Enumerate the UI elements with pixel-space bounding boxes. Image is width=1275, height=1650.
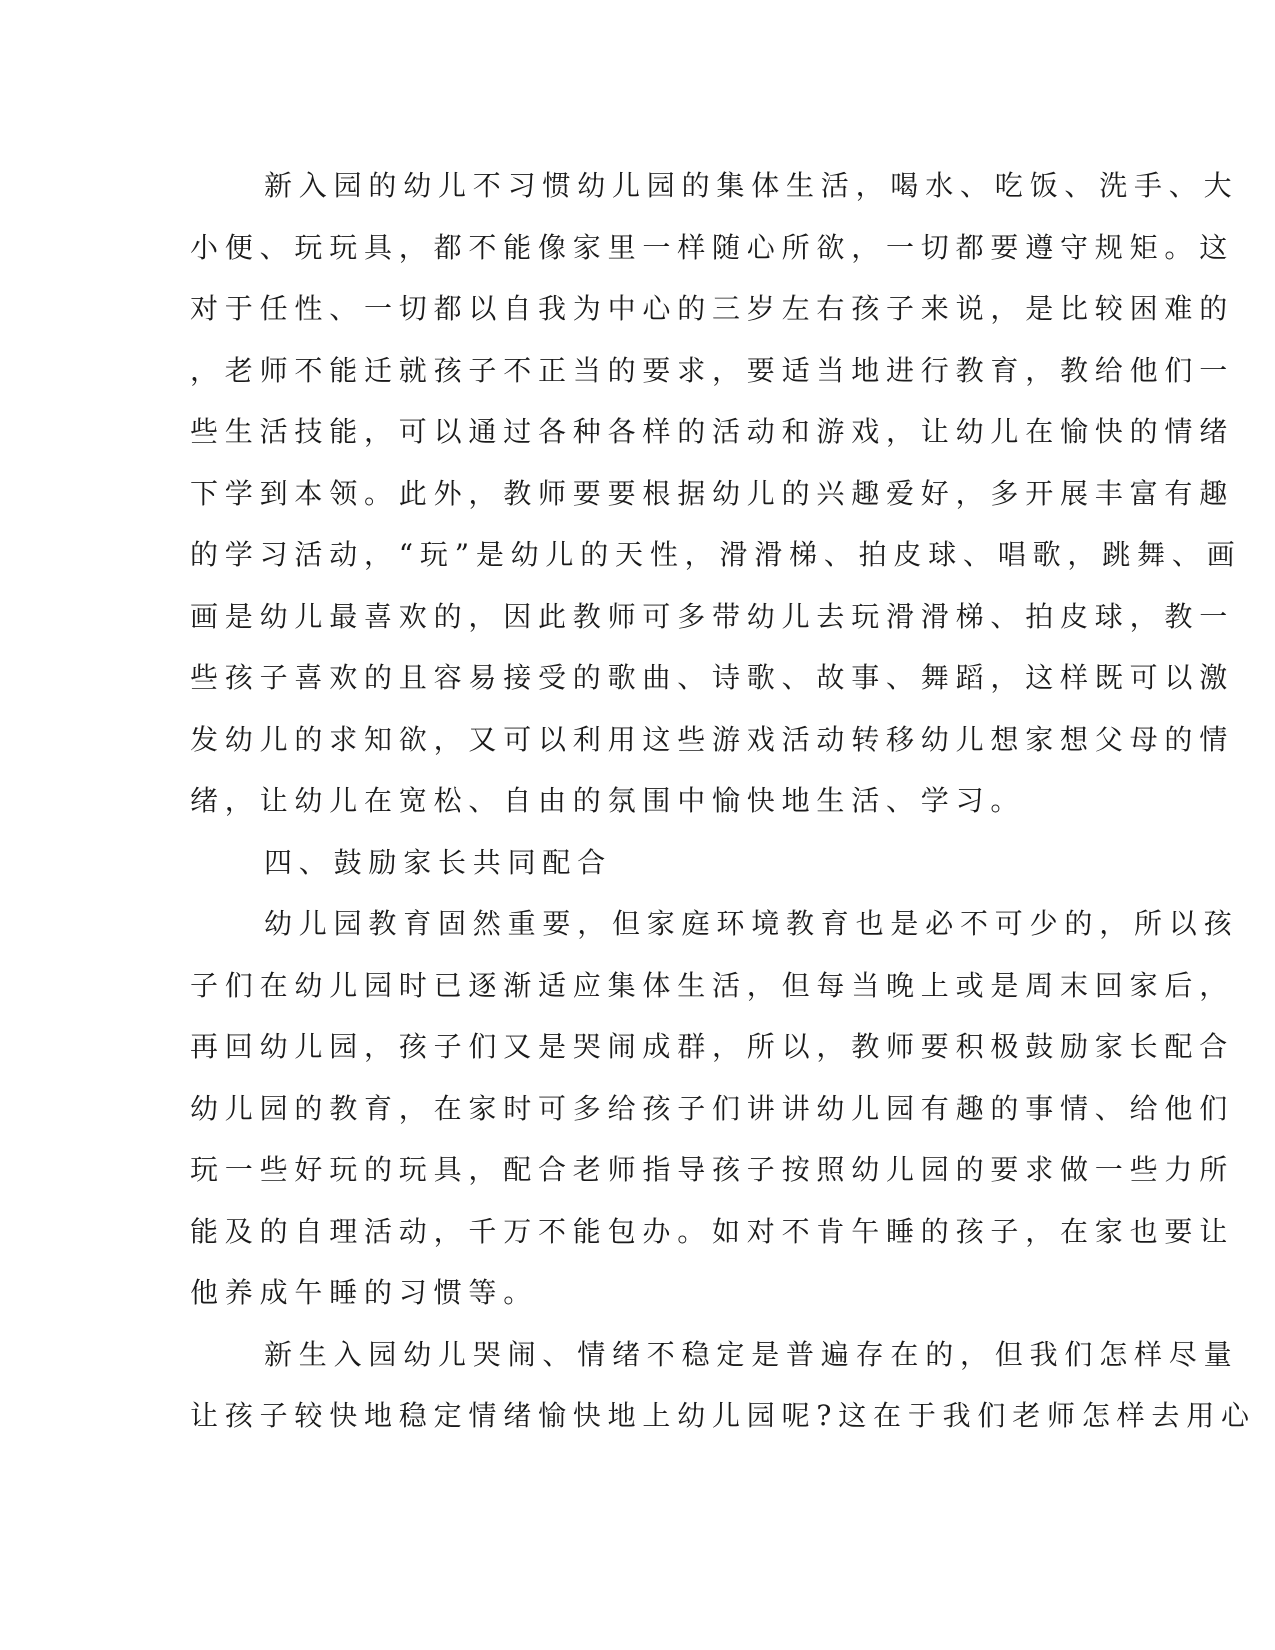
paragraph-3-line-2: 让孩子较快地稳定情绪愉快地上幼儿园呢?这在于我们老师怎样去用心: [190, 1399, 1256, 1432]
paragraph-2-line-2: 子们在幼儿园时已逐渐适应集体生活，但每当晚上或是周末回家后，: [190, 968, 1235, 1002]
paragraph-1-line-1: 新入园的幼儿不习惯幼儿园的集体生活，喝水、吃饭、洗手、大: [264, 169, 1239, 202]
paragraph-1-line-5: 些生活技能，可以通过各种各样的活动和游戏，让幼儿在愉快的情绪: [190, 415, 1235, 448]
paragraph-1-line-3: 对于任性、一切都以自我为中心的三岁左右孩子来说，是比较困难的: [190, 292, 1235, 325]
paragraph-1-line-6: 下学到本领。此外，教师要要根据幼儿的兴趣爱好，多开展丰富有趣: [190, 476, 1235, 510]
section-heading: 四、鼓励家长共同配合: [264, 845, 613, 879]
paragraph-1-line-10: 发幼儿的求知欲，又可以利用这些游戏活动转移幼儿想家想父母的情: [190, 722, 1235, 756]
paragraph-1-line-4: ，老师不能迁就孩子不正当的要求，要适当地进行教育，教给他们一: [190, 353, 1235, 387]
paragraph-2-line-3: 再回幼儿园，孩子们又是哭闹成群，所以，教师要积极鼓励家长配合: [190, 1030, 1235, 1063]
paragraph-1-line-11: 绪，让幼儿在宽松、自由的氛围中愉快地生活、学习。: [190, 784, 1026, 817]
paragraph-2-line-5: 玩一些好玩的玩具，配合老师指导孩子按照幼儿园的要求做一些力所: [190, 1153, 1235, 1186]
paragraph-2-line-6: 能及的自理活动，千万不能包办。如对不肯午睡的孩子，在家也要让: [190, 1214, 1235, 1248]
paragraph-3-line-1: 新生入园幼儿哭闹、情绪不稳定是普遍存在的，但我们怎样尽量: [264, 1337, 1239, 1371]
paragraph-1-line-9: 些孩子喜欢的且容易接受的歌曲、诗歌、故事、舞蹈，这样既可以激: [190, 661, 1235, 694]
paragraph-1-line-2: 小便、玩玩具，都不能像家里一样随心所欲，一切都要遵守规矩。这: [190, 230, 1235, 264]
paragraph-2-line-7: 他养成午睡的习惯等。: [190, 1276, 539, 1309]
paragraph-1-line-8: 画是幼儿最喜欢的，因此教师可多带幼儿去玩滑滑梯、拍皮球，教一: [190, 599, 1235, 633]
paragraph-2-line-1: 幼儿园教育固然重要，但家庭环境教育也是必不可少的，所以孩: [264, 907, 1239, 940]
paragraph-2-line-4: 幼儿园的教育，在家时可多给孩子们讲讲幼儿园有趣的事情、给他们: [190, 1091, 1235, 1125]
paragraph-1-line-7: 的学习活动，“玩”是幼儿的天性，滑滑梯、拍皮球、唱歌，跳舞、画: [190, 538, 1242, 571]
body-text: [190, 155, 1256, 1447]
